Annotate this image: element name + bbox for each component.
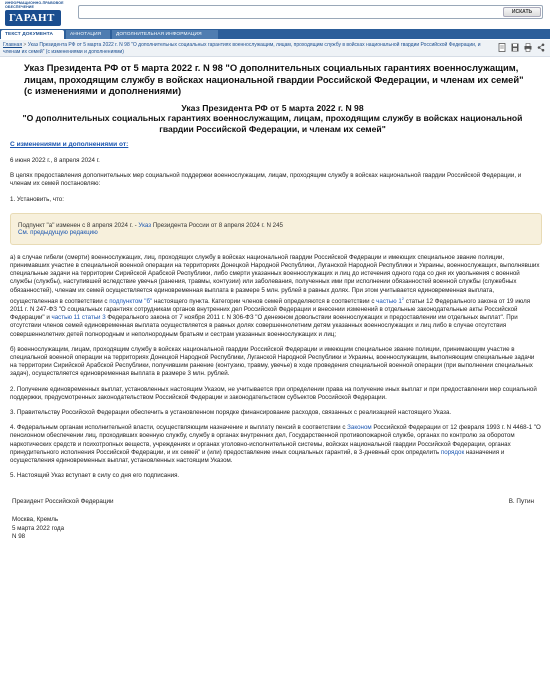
tab-additional-info[interactable]: ДОПОЛНИТЕЛЬНАЯ ИНФОРМАЦИЯ: [112, 30, 218, 39]
change-notice: [10, 213, 542, 245]
subitem-a-text-1: а) в случае гибели (смерти) военнослужащих, лиц, проходящих службу в войсках национальной гвардии Российской Федерации и имеющих специальное звание полиции, принимавших участие в специальной военной операции на территориях Донецкой Народной Республики, Луганской Народной Республики и Украины, военнослужащих, выполнявших специальные задачи на территории Сирийской Арабской Республики, либо смерти указанных военнослужащих и лиц до истечения одного года со дня их увольнения с военной службы (службы), наступившей вследствие увечья (ранения, травмы, контузии) или заболевания, полученных ими при исполнении обязанностей военной службы (служебных обязанностей), членам их семей осуществляется единовременная выплата в размере 5 млн. рублей в равных долях. При этом учитывается единовременная выплата, осуществленная в соответствии с: [10, 253, 540, 305]
subitem-a-text-4: Федерального закона от 7 ноября 2011 г. N 306-ФЗ "О денежном довольствии военнослужащих и предоставлении им отдельных выплат". При отсутствии членов семей единовременная выплата осуществляется в равных долях совершеннолетним детям указанных военнослужащих и лиц либо в случае отсутствия совершеннолетних детей полнородным и неполнородным братьям и сестрам указанных военнослужащих и лиц;: [10, 314, 518, 338]
subitem-a: [10, 254, 542, 339]
breadcrumb-text: [3, 42, 493, 55]
decree-number: N 98: [12, 533, 26, 541]
item-3: 3. Правительству Российской Федерации обеспечить в установленном порядке финансирование расходов, связанных с реализацией настоящего Указа.: [10, 409, 452, 417]
subitem-a-text-3: статьи 12 Федерального закона от 19 июля 2011 г. N 247-ФЗ "О социальных гарантиях сотрудникам органов внутренних дел Российской Федерации и внесении изменений в отдельные законодательные акты Российской Федерации" и: [10, 297, 531, 322]
item-4-text-2: Российской Федерации от 12 февраля 1993 г. N 4468-1 "О пенсионном обеспечении лиц, проходивших военную службу, службу в органах внутренних дел, Государственной противопожарной службе, органах по контролю за оборотом наркотических средств и психотропных веществ, учреждениях и органах уголовно-исполнительной системы, войсках национальной гвардии Российской Федерации, органах принудительного исполнения Российской Федерации, и их семей" и (или) предоставление иных социальных гарантий, в 3-дневный срок определить: [10, 424, 541, 456]
share-icon[interactable]: [537, 43, 545, 52]
document-icon[interactable]: [498, 43, 506, 52]
search-button[interactable]: ИСКАТЬ: [503, 7, 541, 17]
document-tabs: [0, 29, 550, 39]
item-4-text-3: назначения и осуществления единовременных выплат, установленных настоящим Указом.: [10, 448, 505, 465]
heading-line-2: "О дополнительных социальных гарантиях военнослужащим, лицам, проходящим службу в войсках национальной гвардии Российской Федерации, и членам их семей": [22, 113, 523, 134]
subitem-a-text-2: настоящего пункта. Категории членов семей определяются в соответствии с: [152, 297, 377, 305]
notice-text: Подпункт "а" изменен с 8 апреля 2024 г. -: [18, 221, 139, 229]
change-dates: 6 июня 2022 г., 8 апреля 2024 г.: [10, 156, 100, 164]
heading-line-1: Указ Президента РФ от 5 марта 2022 г. N 98: [181, 102, 364, 113]
pension-law-link[interactable]: Законом: [347, 424, 372, 432]
breadcrumb-current: Указ Президента РФ от 5 марта 2022 г. N 98 "О дополнительных социальных гарантиях военнослужащим, лицам, проходящим службу в войсках национальной гвардии Российской Федерации, и членам их семей" (с изменениями и дополнениями): [3, 42, 481, 55]
item-4-text-1: 4. Федеральным органам исполнительной власти, осуществляющим назначение и выплату пенсий в соответствии с: [10, 424, 348, 432]
item-5: 5. Настоящий Указ вступает в силу со дня его подписания.: [10, 472, 180, 480]
tab-annotation[interactable]: АННОТАЦИЯ: [66, 30, 110, 39]
item-1: 1. Установить, что:: [10, 195, 64, 203]
header: [0, 0, 550, 28]
item-2: 2. Получение единовременных выплат, установленных настоящим Указом, не учитывается при определении права на получение иных выплат и при предоставлении мер социальной поддержки, предусмотренных законодательством Российской Федерации и законодательством субъектов Российской Федерации.: [10, 385, 537, 401]
signatory-name: В. Путин: [508, 498, 534, 506]
law-part-1-link[interactable]: [376, 295, 405, 305]
search-bar: [78, 5, 543, 19]
logo-text: ГАРАНТ: [9, 12, 55, 25]
garant-logo[interactable]: [5, 2, 75, 26]
notice-text-after: Президента России от 8 апреля 2024 г. N 245: [151, 221, 283, 229]
law-part-1-superscript: 2: [401, 295, 405, 301]
tab-document-text[interactable]: ТЕКСТ ДОКУМЕНТА: [1, 30, 64, 39]
document-title: Указ Президента РФ от 5 марта 2022 г. N 98 "О дополнительных социальных гарантиях военнослужащим, лицам, проходящим службу в войсках национальной гвардии Российской Федерации, и членам их семей" (с изменениями и дополнениями): [24, 62, 524, 96]
signature-block: [10, 498, 542, 508]
breadcrumb-home-link[interactable]: Главная: [3, 42, 23, 48]
previous-edition-link[interactable]: См. предыдущую редакцию: [18, 229, 98, 237]
procedure-link[interactable]: порядок: [440, 448, 465, 456]
subitem-b: б) военнослужащим, лицам, проходящим службу в войсках национальной гвардии Российской Федерации и имеющим специальное звание полиции, принимающим участие в специальной военной операции на территориях Донецкой Народной Республики, Луганской Народной Республики и Украины, военнослужащим, выполняющим специальные задачи на территории Сирийской Арабской Республики, получившим ранение (контузию, травму, увечье) в ходе проведения специальной военной операции (при выполнении специальных задач), осуществляется единовременная выплата в размере 3 млн. рублей.: [10, 345, 535, 378]
law-part-11-link[interactable]: частью 11 статьи 3: [51, 314, 106, 322]
law-part-1-link-text: частью 1: [376, 297, 402, 305]
document-toolbar: [498, 43, 546, 53]
logo-mark: [5, 10, 61, 26]
search-input[interactable]: [81, 7, 501, 17]
document-content: [10, 62, 542, 542]
signing-details: [12, 516, 542, 542]
notice-decree-link[interactable]: Указ: [138, 221, 152, 229]
signatory-title: Президент Российской Федерации: [12, 498, 114, 506]
subitem-b-reference-link[interactable]: подпунктом "б": [109, 297, 153, 305]
signing-place: Москва, Кремль: [12, 516, 59, 524]
intro-paragraph: В целях предоставления дополнительных мер социальной поддержки военнослужащим, лицам, проходящим службу в войсках национальной гвардии Российской Федерации, и членам их семей постановляю:: [10, 172, 522, 188]
item-4: [10, 424, 542, 465]
breadcrumb: [0, 40, 550, 57]
document-heading: [10, 103, 535, 135]
print-icon[interactable]: [524, 43, 532, 52]
save-icon[interactable]: [511, 43, 519, 52]
logo-tagline: ИНФОРМАЦИОННО-ПРАВОВОЕ ОБЕСПЕЧЕНИЕ: [5, 1, 64, 9]
breadcrumb-separator: >: [23, 42, 27, 48]
signing-date: 5 марта 2022 года: [12, 524, 65, 532]
changes-link[interactable]: С изменениями и дополнениями от:: [10, 141, 129, 148]
